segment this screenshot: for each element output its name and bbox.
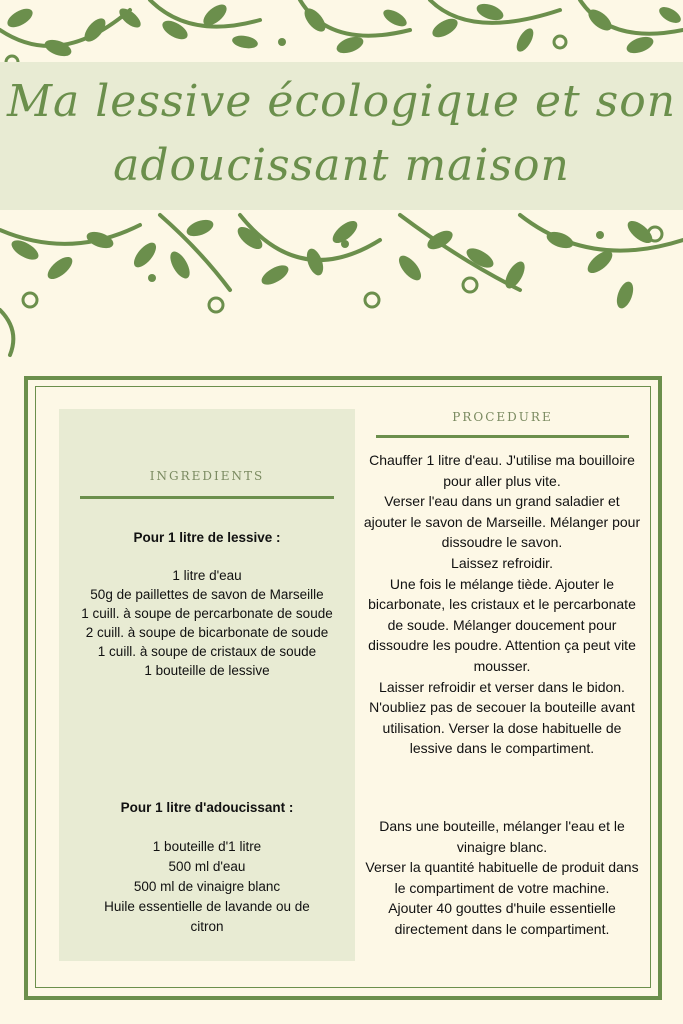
procedure-line: ajouter le savon de Marseille. Mélanger pour [363,513,641,530]
procedure-line: vinaigre blanc. [456,838,548,855]
lessive-procedure [352,450,652,759]
title-line-2: adoucissant maison [113,140,570,191]
adoucissant-procedure [352,816,652,940]
procedure-line: Une fois le mélange tiède. Ajouter le [389,575,615,592]
list-item: 1 bouteille de lessive [144,663,270,678]
list-item: Huile essentielle de lavande ou de [104,899,310,914]
adoucissant-ingredients [59,798,355,937]
lessive-ingredients [59,528,355,680]
ingredients-heading: INGREDIENTS [149,469,265,483]
procedure-line: de soude. Mélanger doucement pour [387,616,617,633]
procedure-line: dissoudre le savon. [441,534,563,551]
list-item: 1 litre d'eau [172,568,242,583]
list-item: 500 ml d'eau [168,859,246,874]
list-item: 1 cuill. à soupe de cristaux de soude [97,644,317,659]
procedure-line: Chauffer 1 litre d'eau. J'utilise ma bouilloire [369,452,635,468]
procedure-heading: PROCEDURE [452,410,553,424]
list-item: 1 cuill. à soupe de percarbonate de soude [81,606,333,621]
procedure-line: Laissez refroidir. [451,554,553,571]
ingredients-divider [80,496,334,499]
procedure-line: le compartiment de votre machine. [394,879,610,896]
procedure-line: mousser. [473,657,531,674]
procedure-line: Dans une bouteille, mélanger l'eau et le [379,818,625,834]
procedure-line: dissoudre les poudre. Attention ça peut vite [368,637,636,654]
procedure-line: utilisation. Verser la dose habituelle de [382,719,622,736]
spacer [59,547,355,566]
procedure-line: directement dans le compartiment. [394,920,610,937]
list-item: 2 cuill. à soupe de bicarbonate de soude [85,625,329,640]
list-item: 500 ml de vinaigre blanc [133,879,281,894]
procedure-line: bicarbonate, les cristaux et le percarbonate [368,596,636,613]
procedure-line: N'oubliez pas de secouer la bouteille avant [369,699,635,716]
procedure-line: Ajouter 40 gouttes d'huile essentielle [388,900,616,917]
list-item: citron [190,919,224,934]
procedure-line: Verser la quantité habituelle de produit dans [365,859,639,876]
list-item: 50g de paillettes de savon de Marseille [90,587,324,602]
adoucissant-ingredients-title: Pour 1 litre d'adoucissant : [120,800,294,815]
procedure-line: pour aller plus vite. [443,472,561,489]
procedure-divider [376,435,629,438]
page-title [0,70,683,198]
procedure-line: lessive dans le compartiment. [409,740,595,757]
list-item: 1 bouteille d'1 litre [152,839,262,854]
procedure-line: Verser l'eau dans un grand saladier et [384,493,620,510]
spacer [59,818,355,837]
title-line-1: Ma lessive écologique et son [6,76,677,127]
procedure-line: Laisser refroidir et verser dans le bidon. [379,678,625,695]
lessive-ingredients-title: Pour 1 litre de lessive : [133,530,281,545]
